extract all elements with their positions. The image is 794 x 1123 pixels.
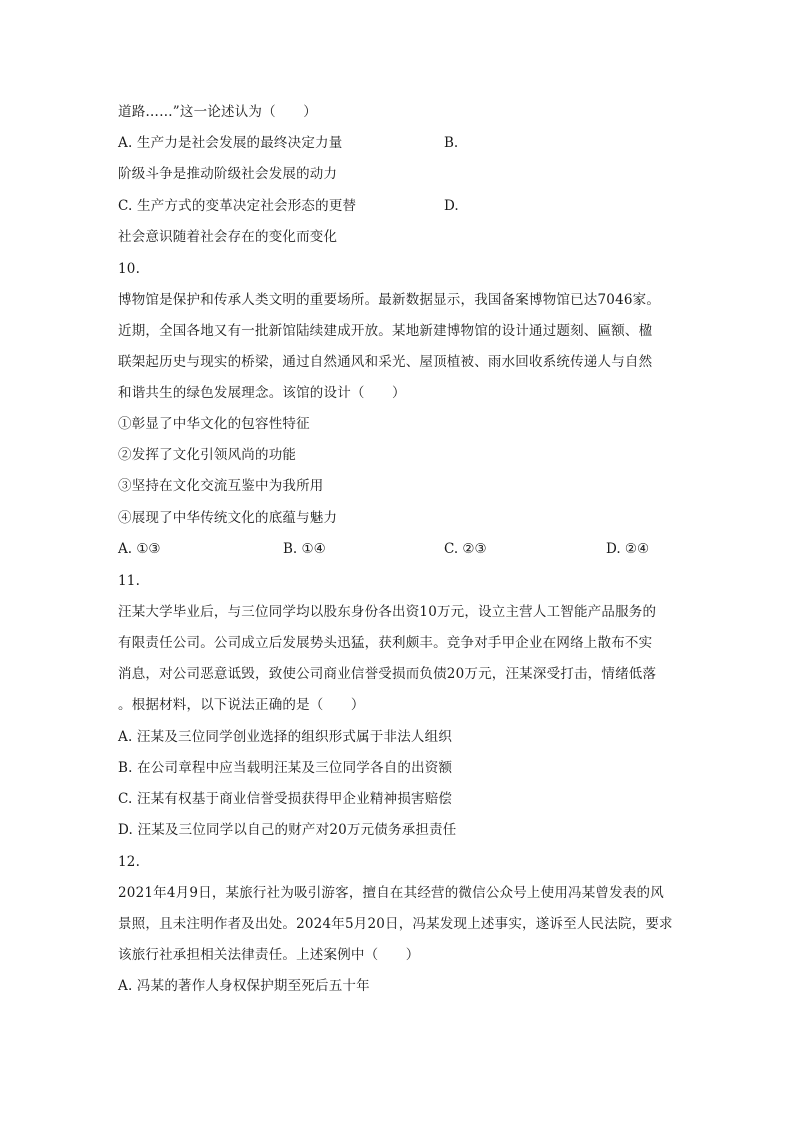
q12-stem-line-1: 2021年4月9日，某旅行社为吸引游客，擅自在其经营的微信公众号上使用冯某曾发表的风 bbox=[118, 885, 664, 901]
q10-stem-line-4: 和谐共生的绿色发展理念。该馆的设计（ ） bbox=[118, 385, 406, 401]
q10-option-c: C. ②③ bbox=[444, 541, 487, 557]
q9-option-b-label: B. bbox=[444, 135, 459, 151]
q9-option-d-text: 社会意识随着社会存在的变化而变化 bbox=[118, 229, 338, 245]
q11-stem-line-2: 有限责任公司。公司成立后发展势头迅猛，获利颇丰。竞争对手甲企业在网络上散布不实 bbox=[118, 635, 653, 651]
q12-stem-line-3: 该旅行社承担相关法律责任。上述案例中（ ） bbox=[118, 947, 420, 963]
q9-option-d-label: D. bbox=[444, 198, 459, 214]
q11-option-a: A. 汪某及三位同学创业选择的组织形式属于非法人组织 bbox=[118, 729, 453, 745]
q11-option-b: B. 在公司章程中应当载明汪某及三位同学各自的出资额 bbox=[118, 760, 453, 776]
q10-statement-4: ④展现了中华传统文化的底蕴与魅力 bbox=[118, 510, 338, 526]
q12-number: 12. bbox=[118, 854, 141, 870]
q12-option-a: A. 冯某的著作人身权保护期至死后五十年 bbox=[118, 978, 370, 994]
q10-statement-1: ①彰显了中华文化的包容性特征 bbox=[118, 416, 310, 432]
q10-statement-2: ②发挥了文化引领风尚的功能 bbox=[118, 447, 297, 463]
q11-stem-line-3: 消息，对公司恶意诋毁，致使公司商业信誉受损而负债20万元，汪某深受打击，情绪低落 bbox=[118, 666, 657, 682]
q12-stem-line-2: 景照，且未注明作者及出处。2024年5月20日，冯某发现上述事实，遂诉至人民法院，要求 bbox=[118, 916, 673, 932]
q11-option-d: D. 汪某及三位同学以自己的财产对20万元债务承担责任 bbox=[118, 822, 457, 838]
q11-stem-line-1: 汪某大学毕业后，与三位同学均以股东身份各出资10万元，设立主营人工智能产品服务的 bbox=[118, 604, 657, 620]
q9-option-a: A. 生产力是社会发展的最终决定力量 bbox=[118, 135, 343, 151]
q11-stem-line-4: 。根据材料，以下说法正确的是（ ） bbox=[118, 697, 365, 713]
q9-option-b-text: 阶级斗争是推动阶级社会发展的动力 bbox=[118, 166, 338, 182]
q11-option-c: C. 汪某有权基于商业信誉受损获得甲企业精神损害赔偿 bbox=[118, 791, 453, 807]
q9-option-c: C. 生产方式的变革决定社会形态的更替 bbox=[118, 198, 357, 214]
q10-option-a: A. ①③ bbox=[118, 541, 161, 557]
q10-number: 10. bbox=[118, 261, 141, 277]
q10-stem-line-1: 博物馆是保护和传承人类文明的重要场所。最新数据显示，我国备案博物馆已达7046家。 bbox=[118, 292, 661, 308]
q10-option-d: D. ②④ bbox=[606, 541, 650, 557]
q10-stem-line-3: 联架起历史与现实的桥梁，通过自然通风和采光、屋顶植被、雨水回收系统传递人与自然 bbox=[118, 354, 653, 370]
q10-option-b: B. ①④ bbox=[283, 541, 326, 557]
q11-number: 11. bbox=[118, 573, 141, 589]
q9-stem-tail: 道路……”这一论述认为（ ） bbox=[118, 104, 317, 120]
q10-stem-line-2: 近期，全国各地又有一批新馆陆续建成开放。某地新建博物馆的设计通过题刻、匾额、楹 bbox=[118, 323, 653, 339]
q10-statement-3: ③坚持在文化交流互鉴中为我所用 bbox=[118, 478, 324, 494]
